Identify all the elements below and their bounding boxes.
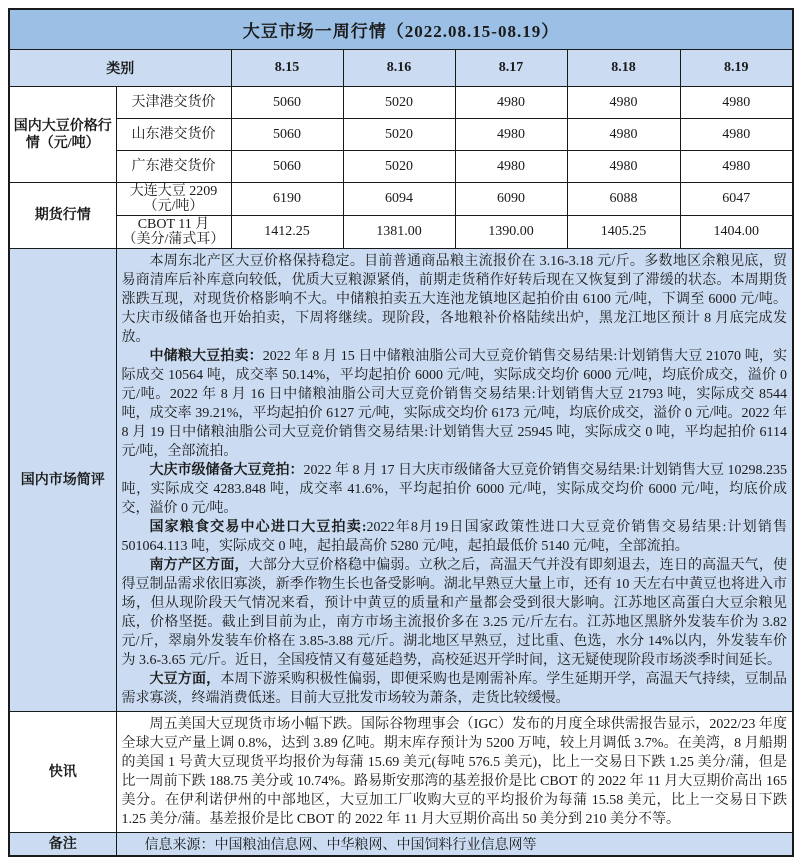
soybean-weekly-report-table xyxy=(8,8,794,857)
spot-price-value: 5020 xyxy=(343,119,455,151)
spot-row-name: 天津港交货价 xyxy=(116,87,231,119)
remark-text: 信息来源：中国粮油信息网、中华粮网、中国饲料行业信息网等 xyxy=(116,833,793,857)
futures-name-line1: CBOT 11 月 xyxy=(137,217,210,232)
futures-price-value: 6090 xyxy=(455,183,567,216)
futures-row xyxy=(9,183,793,216)
spot-price-value: 5060 xyxy=(231,151,343,183)
futures-price-value: 6190 xyxy=(231,183,343,216)
news-paragraph: 周五美国大豆现货市场小幅下跌。国际谷物理事会（IGC）发布的月度全球供需报告显示，2022/23 年度全球大豆产量上调 0.8%，达到 3.89 亿吨。期末库存预计为 5200 万吨，较上月调低 3.7%。在美湾，8 月船期的美国 1 号黄大豆现货平均报价为每蒲 15.69 美元(每吨 576.5 美元)，比上一交易日下跌 1.25 美分/蒲，但是比一周前下跌 188.75 美分或 10.74%。路易斯安那湾的基差报价是比 CBOT 的 2022 年 11 月大豆期价高出 165 美分。在伊利诺伊州的中部地区，大豆加工厂收购大豆的平均报价为每蒲 15.58 美元，比上一交易日下跌 1.25 美分/蒲。基差报价是比 CBOT 的 2022 年 11 月大豆期价高出 50 美分到 210 美分不等。 xyxy=(121,717,788,827)
commentary-paragraph-lead: 国家粮食交易中心进口大豆拍卖: xyxy=(149,520,367,535)
spot-price-value: 4980 xyxy=(680,151,793,183)
spot-price-value: 4980 xyxy=(680,87,793,119)
commentary-paragraph: 大庆市级储备大豆竞拍：2022 年 8 月 17 日大庆市级储备大豆竞价销售交易结果:计划销售大豆 10298.235 吨，实际成交 4283.848 吨，成交率 41.6%，平均起拍价 6000 元/吨，实际成交均价 6000 元/吨，均底价成交，溢价 0 元/吨。 xyxy=(121,463,788,516)
spot-price-row xyxy=(9,87,793,119)
title-row xyxy=(9,9,793,50)
futures-price-value: 1404.00 xyxy=(680,216,793,249)
futures-section-label: 期货行情 xyxy=(9,183,116,249)
spot-price-value: 4980 xyxy=(455,87,567,119)
futures-price-value: 1381.00 xyxy=(343,216,455,249)
commentary-paragraph: 国家粮食交易中心进口大豆拍卖:2022年8月19日国家政策性进口大豆竞价销售交易结果:计划销售 501064.113 吨，实际成交 0 吨，起拍最高价 5280 元/吨，起拍最低价 5140 元/吨，全部流拍。 xyxy=(121,520,788,554)
commentary-row xyxy=(9,249,793,712)
spot-price-value: 4980 xyxy=(567,151,680,183)
news-content-cell xyxy=(116,712,793,833)
commentary-section xyxy=(9,249,793,712)
commentary-paragraph-lead: 大庆市级储备大豆竞拍： xyxy=(149,463,304,478)
futures-name-line2: （元/吨） xyxy=(143,199,204,214)
futures-section xyxy=(9,183,793,249)
spot-row-name: 广东港交货价 xyxy=(116,151,231,183)
futures-name-line1: 大连大豆 2209 xyxy=(129,184,218,199)
commentary-paragraph-lead: 大豆方面， xyxy=(149,672,221,687)
spot-price-section xyxy=(9,87,793,183)
futures-price-value: 1412.25 xyxy=(231,216,343,249)
futures-name-line2: （美分/蒲式耳） xyxy=(122,232,225,247)
commentary-paragraph: 南方产区方面，大部分大豆价格稳中偏弱。立秋之后，高温天气并没有即刻退去，连日的高温天气，使得豆制品需求依旧寡淡，新季作物生长也备受影响。湖北早熟豆大量上市，还有 10 天左右中黄豆也将进入市场，但从现阶段天气情况来看，预计中黄豆的质量和产量都会受到很大影响。江苏地区高蛋白大豆余粮见底，价格坚挺。截止到目前为止，南方市场主流报价多在 3.25 元/斤左右。江苏地区黑脐外发装车价为 3.82 元/斤，翠扇外发装车价格在 3.85-3.88 元/斤。湖北地区早熟豆，过比重、色选，水分 14%以内，外发装车价为 3.6-3.65 元/斤。近日，全国疫情又有蔓延趋势，高校延迟开学时间，这无疑使现阶段市场淡季时间延长。 xyxy=(121,558,788,668)
spot-price-value: 4980 xyxy=(567,87,680,119)
futures-price-value: 6047 xyxy=(680,183,793,216)
remark-row xyxy=(9,833,793,857)
date-header-row xyxy=(9,50,793,87)
news-section xyxy=(9,712,793,833)
news-textbox xyxy=(122,715,788,829)
commentary-textbox xyxy=(122,252,788,708)
commentary-paragraph-lead: 南方产区方面， xyxy=(149,558,249,573)
spot-price-row xyxy=(9,119,793,151)
futures-row xyxy=(9,216,793,249)
commentary-content-cell xyxy=(116,249,793,712)
page-title: 大豆市场一周行情（2022.08.15-08.19） xyxy=(9,9,793,50)
spot-price-value: 4980 xyxy=(455,119,567,151)
spot-price-value: 5060 xyxy=(231,87,343,119)
spot-row-name: 山东港交货价 xyxy=(116,119,231,151)
date-header: 8.17 xyxy=(455,50,567,87)
commentary-paragraph: 本周东北产区大豆价格保持稳定。目前普通商品粮主流报价在 3.16-3.18 元/斤。多数地区余粮见底，贸易商清库后补库意向较低，优质大豆粮源紧俏，前期走货稍作好转后现在又恢复到了滞缓的状态。本周期货涨跌互现，对现货价格影响不大。中储粮拍卖五大连池龙镇地区起拍价由 6100 元/吨，下调至 6000 元/吨。大庆市级储备也开始拍卖，下周将继续。现阶段，各地粮补价格陆续出炉，黑龙江地区预计 8 月底完成发放。 xyxy=(121,254,788,345)
spot-price-row xyxy=(9,151,793,183)
futures-price-value: 1405.25 xyxy=(567,216,680,249)
commentary-section-label: 国内市场简评 xyxy=(9,249,116,712)
date-header: 8.18 xyxy=(567,50,680,87)
futures-row-name xyxy=(116,216,231,249)
column-header-category: 类别 xyxy=(9,50,231,87)
remark-section xyxy=(9,833,793,857)
futures-price-value: 6088 xyxy=(567,183,680,216)
spot-price-value: 5020 xyxy=(343,151,455,183)
date-header: 8.15 xyxy=(231,50,343,87)
commentary-paragraph: 中储粮大豆拍卖：2022 年 8 月 15 日中储粮油脂公司大豆竞价销售交易结果:计划销售大豆 21070 吨，实际成交 10564 吨，成交率 50.14%，平均起拍价 6000 元/吨，实际成交均价 6000 元/吨，均底价成交，溢价 0 元/吨。2022 年 8 月 16 日中储粮油脂公司大豆竞价销售交易结果:计划销售大豆 21793 吨，实际成交 8544 吨，成交率 39.21%，平均起拍价 6127 元/吨，实际成交均价 6173 元/吨，均底价成交，溢价 0 元/吨。2022 年 8 月 19 日中储粮油脂公司大豆竞价销售交易结果:计划销售大豆 25945 吨，实际成交 0 吨，平均起拍价 6114 元/吨，全部流拍。 xyxy=(121,349,788,459)
remark-label: 备注 xyxy=(9,833,116,857)
date-header: 8.16 xyxy=(343,50,455,87)
futures-row-name xyxy=(116,183,231,216)
spot-price-value: 4980 xyxy=(455,151,567,183)
news-section-label: 快讯 xyxy=(9,712,116,833)
news-row xyxy=(9,712,793,833)
spot-price-value: 5060 xyxy=(231,119,343,151)
spot-price-value: 4980 xyxy=(567,119,680,151)
commentary-paragraph: 大豆方面，本周下游采购积极性偏弱，即便采购也是刚需补库。学生延期开学，高温天气持续，豆制品需求寡淡，终端消费低迷。目前大豆批发市场较为萧条，走货比较缓慢。 xyxy=(121,672,788,706)
futures-price-value: 6094 xyxy=(343,183,455,216)
table-head-section xyxy=(9,9,793,87)
spot-price-value: 4980 xyxy=(680,119,793,151)
futures-price-value: 1390.00 xyxy=(455,216,567,249)
commentary-paragraph-lead: 中储粮大豆拍卖： xyxy=(149,349,263,364)
spot-price-value: 5020 xyxy=(343,87,455,119)
spot-section-label: 国内大豆价格行情（元/吨） xyxy=(9,87,116,183)
date-header: 8.19 xyxy=(680,50,793,87)
